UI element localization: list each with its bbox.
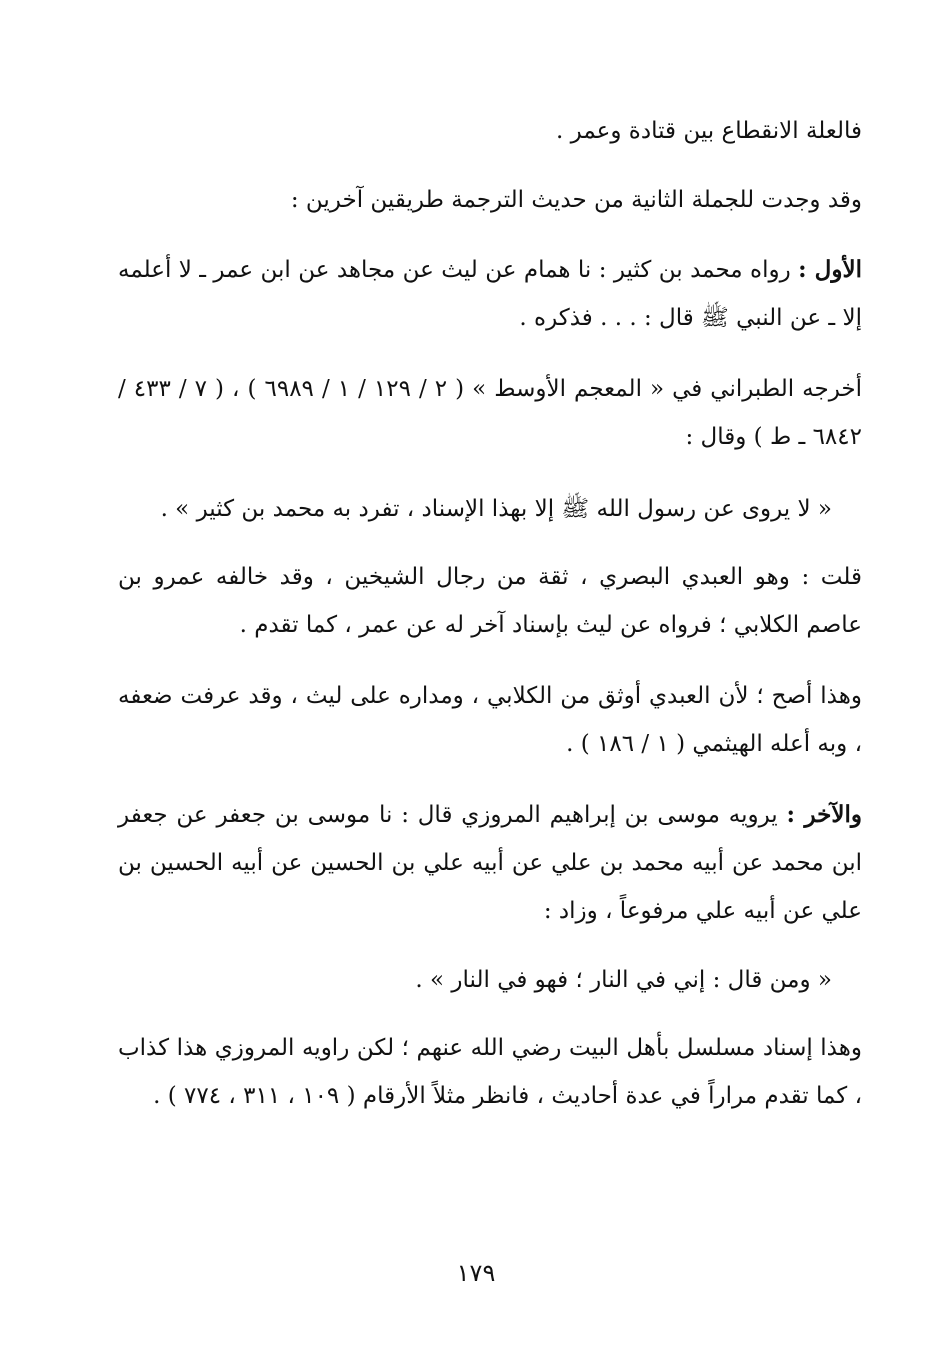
page-number: ١٧٩: [456, 1259, 496, 1287]
paragraph-text: قلت : وهو العبدي البصري ، ثقة من رجال الشيخين ، وقد خالفه عمرو بن عاصم الكلابي ؛ فرواه عن ليث بإسناد آخر له عن عمر ، كما تقدم .: [118, 564, 862, 638]
paragraph-text: رواه محمد بن كثير : نا همام عن ليث عن مجاهد عن ابن عمر ـ لا أعلمه إلا ـ عن النبي ﷺ قال : . . . فذكره .: [118, 257, 862, 331]
paragraph-text: يرويه موسى بن إبراهيم المروزي قال : نا موسى بن جعفر عن جعفر ابن محمد عن أبيه محمد بن علي عن أبيه علي بن الحسين عن أبيه الحسين بن علي عن أبيه علي مرفوعاً ، وزاد :: [118, 802, 862, 924]
paragraph-second-route: [118, 791, 862, 935]
paragraph-quotation-tabarani: [118, 485, 862, 533]
paragraph-intro-two-routes: [118, 176, 862, 224]
paragraph-lead: الأول :: [798, 256, 862, 283]
paragraph-conclusion: [118, 107, 862, 155]
paragraph-text: « لا يروى عن رسول الله ﷺ إلا بهذا الإسناد ، تفرد به محمد بن كثير » .: [160, 496, 832, 522]
paragraph-text: أخرجه الطبراني في « المعجم الأوسط » ( ٢ / ١٢٩ / ١ / ٦٩٨٩ ) ، ( ٧ / ٤٣٣ / ٦٨٤٢ ـ ط ) وقال :: [118, 376, 863, 450]
paragraph-first-route: [118, 246, 862, 342]
paragraph-text: وقد وجدت للجملة الثانية من حديث الترجمة طريقين آخرين :: [290, 187, 862, 213]
paragraph-lead: والآخر :: [786, 801, 862, 828]
paragraph-assessment: [118, 672, 862, 768]
paragraph-final-assessment: [118, 1024, 862, 1120]
paragraph-text: وهذا أصح ؛ لأن العبدي أوثق من الكلابي ، ومداره على ليث ، وقد عرفت ضعفه ، وبه أعله الهيثمي ( ١ / ١٨٦ ) .: [118, 683, 862, 757]
paragraph-comment: [118, 553, 862, 649]
paragraph-text: « ومن قال : إني في النار ؛ فهو في النار » .: [415, 967, 832, 993]
paragraph-takhrij: [118, 365, 862, 461]
paragraph-text: وهذا إسناد مسلسل بأهل البيت رضي الله عنهم ؛ لكن راويه المروزي هذا كذاب ، كما تقدم مراراً في عدة أحاديث ، فانظر مثلاً الأرقام ( ١٠٩ ، ٣١١ ، ٧٧٤ ) .: [118, 1035, 862, 1109]
paragraph-quotation-addition: [118, 956, 862, 1004]
paragraph-text: فالعلة الانقطاع بين قتادة وعمر .: [556, 118, 862, 144]
